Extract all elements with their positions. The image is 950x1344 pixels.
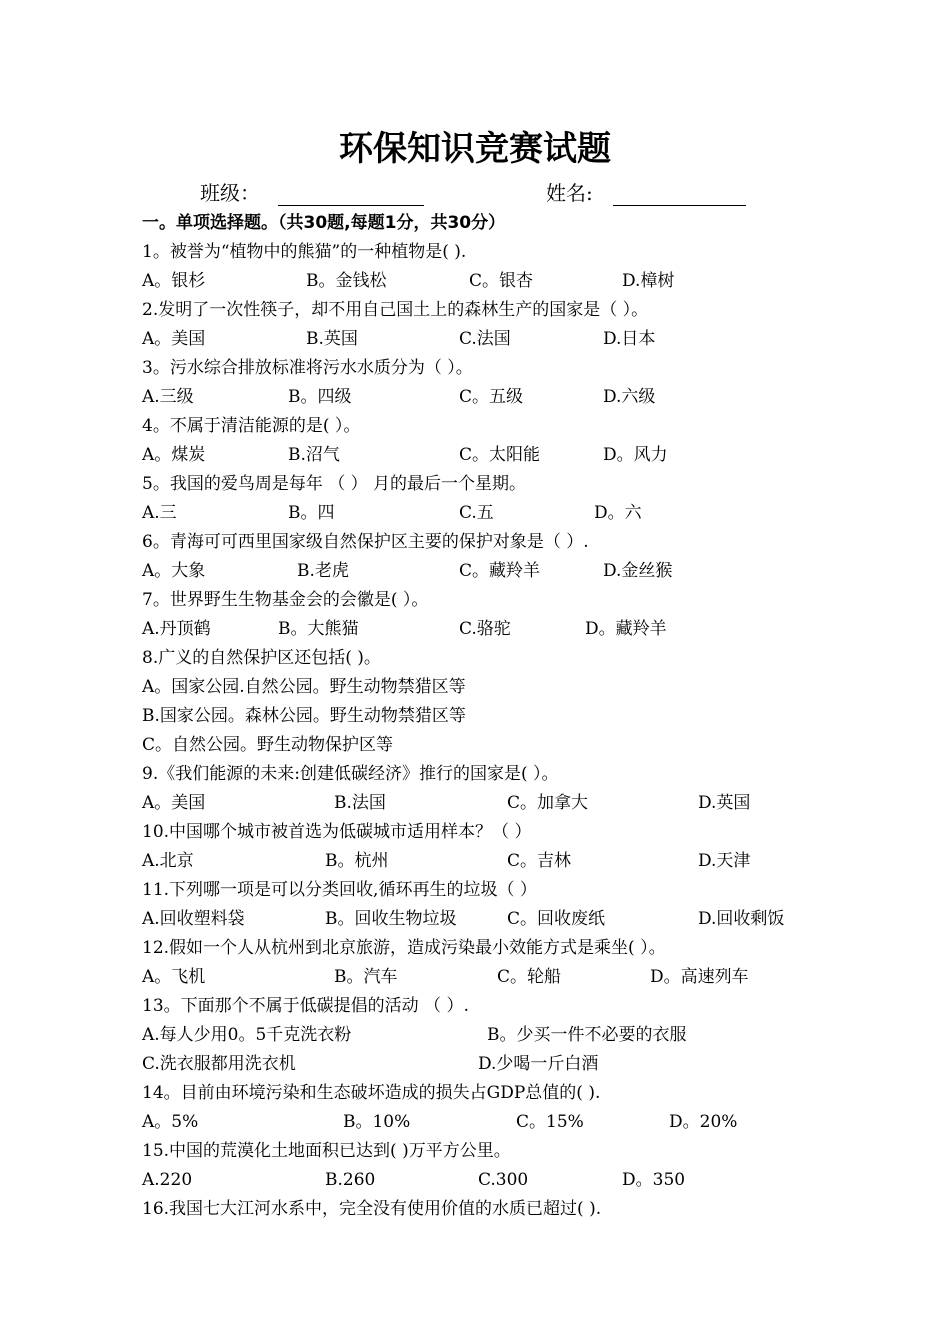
option-9d: D.英国 [698,793,751,813]
option-4b: B.沼气 [288,445,340,465]
option-10a: A.北京 [142,851,194,871]
name-label: 姓名: [546,181,593,205]
option-15b: B.260 [325,1170,376,1190]
option-14a: A。5% [142,1112,199,1132]
class-label: 班级： [200,181,260,205]
option-6c: C。藏羚羊 [459,561,541,581]
option-6b: B.老虎 [297,561,349,581]
option-12d: D。高速列车 [650,967,749,987]
question-7: 7。世界野生生物基金会的会徽是( ）。 [142,590,429,610]
option-10b: B。杭州 [325,851,389,871]
option-4c: C。太阳能 [459,445,541,465]
option-10c: C。吉林 [507,851,572,871]
option-1c: C。银杏 [469,271,534,291]
option-14c: C。15% [516,1112,584,1132]
option-8c: C。自然公园。野生动物保护区等 [142,735,394,755]
option-11a: A.回收塑料袋 [142,909,245,929]
question-2: 2.发明了一次性筷子，却不用自己国土上的森林生产的国家是（ ）。 [142,300,649,320]
class-blank[interactable] [278,205,424,206]
option-1b: B。金钱松 [306,271,387,291]
question-8: 8.广义的自然保护区还包括( )。 [142,648,381,668]
option-5d: D。六 [594,503,642,523]
option-12a: A。飞机 [142,967,206,987]
option-5a: A.三 [142,503,177,523]
question-14: 14。目前由环境污染和生态破坏造成的损失占GDP总值的( ). [142,1083,601,1103]
question-13: 13。下面那个不属于低碳提倡的活动 （ ）. [142,996,469,1016]
option-2d: D.日本 [603,329,656,349]
option-4a: A。煤炭 [142,445,206,465]
question-16: 16.我国七大江河水系中，完全没有使用价值的水质已超过( ). [142,1199,602,1219]
option-1d: D.樟树 [622,271,675,291]
option-7b: B。大熊猫 [278,619,359,639]
option-12c: C。轮船 [497,967,562,987]
name-blank[interactable] [613,205,746,206]
page-title: 环保知识竞赛试题 [339,129,611,169]
option-9b: B.法国 [334,793,386,813]
option-2a: A。美国 [142,329,206,349]
option-7d: D。藏羚羊 [585,619,667,639]
option-12b: B。汽车 [334,967,398,987]
option-3c: C。五级 [459,387,524,407]
option-14b: B。10% [343,1112,411,1132]
option-11d: D.回收剩饭 [698,909,785,929]
option-15c: C.300 [478,1170,529,1190]
option-11c: C。回收废纸 [507,909,606,929]
option-1a: A。银杉 [142,271,206,291]
question-11: 11.下列哪一项是可以分类回收,循环再生的垃圾（ ） [142,880,537,900]
option-6d: D.金丝猴 [603,561,673,581]
question-6: 6。青海可可西里国家级自然保护区主要的保护对象是（ ）. [142,532,589,552]
question-3: 3。污水综合排放标准将污水水质分为（ ）。 [142,358,473,378]
option-15a: A.220 [142,1170,193,1190]
option-15d: D。350 [622,1170,686,1190]
option-13d: D.少喝一斤白酒 [478,1054,599,1074]
option-14d: D。20% [669,1112,738,1132]
option-8a: A。国家公园.自然公园。野生动物禁猎区等 [142,677,466,697]
option-11b: B。回收生物垃圾 [325,909,457,929]
option-5c: C.五 [459,503,494,523]
option-9a: A。美国 [142,793,206,813]
question-10: 10.中国哪个城市被首选为低碳城市适用样本？（ ） [142,822,532,842]
option-8b: B.国家公园。森林公园。野生动物禁猎区等 [142,706,466,726]
option-7c: C.骆驼 [459,619,511,639]
question-9: 9.《我们能源的未来:创建低碳经济》推行的国家是( ）。 [142,764,559,784]
option-13b: B。少买一件不必要的衣服 [487,1025,687,1045]
question-1: 1。被誉为“植物中的熊猫”的一种植物是( ). [142,242,467,262]
question-4: 4。不属于清洁能源的是( ）。 [142,416,361,436]
option-4d: D。风力 [603,445,668,465]
option-6a: A。大象 [142,561,206,581]
option-7a: A.丹顶鹤 [142,619,211,639]
option-13a: A.每人少用0。5千克洗衣粉 [142,1025,352,1045]
question-5: 5。我国的爱鸟周是每年 （ ） 月的最后一个星期。 [142,474,527,494]
option-3d: D.六级 [603,387,656,407]
option-3b: B。四级 [288,387,352,407]
question-15: 15.中国的荒漠化土地面积已达到( )万平方公里。 [142,1141,511,1161]
option-3a: A.三级 [142,387,194,407]
section-heading: 一。单项选择题。（共30题,每题1分，共30分） [142,213,506,233]
option-10d: D.天津 [698,851,751,871]
option-2b: B.英国 [306,329,358,349]
question-12: 12.假如一个人从杭州到北京旅游，造成污染最小效能方式是乘坐( ）。 [142,938,666,958]
option-5b: B。四 [288,503,335,523]
option-2c: C.法国 [459,329,511,349]
option-13c: C.洗衣服都用洗衣机 [142,1054,296,1074]
option-9c: C。加拿大 [507,793,589,813]
